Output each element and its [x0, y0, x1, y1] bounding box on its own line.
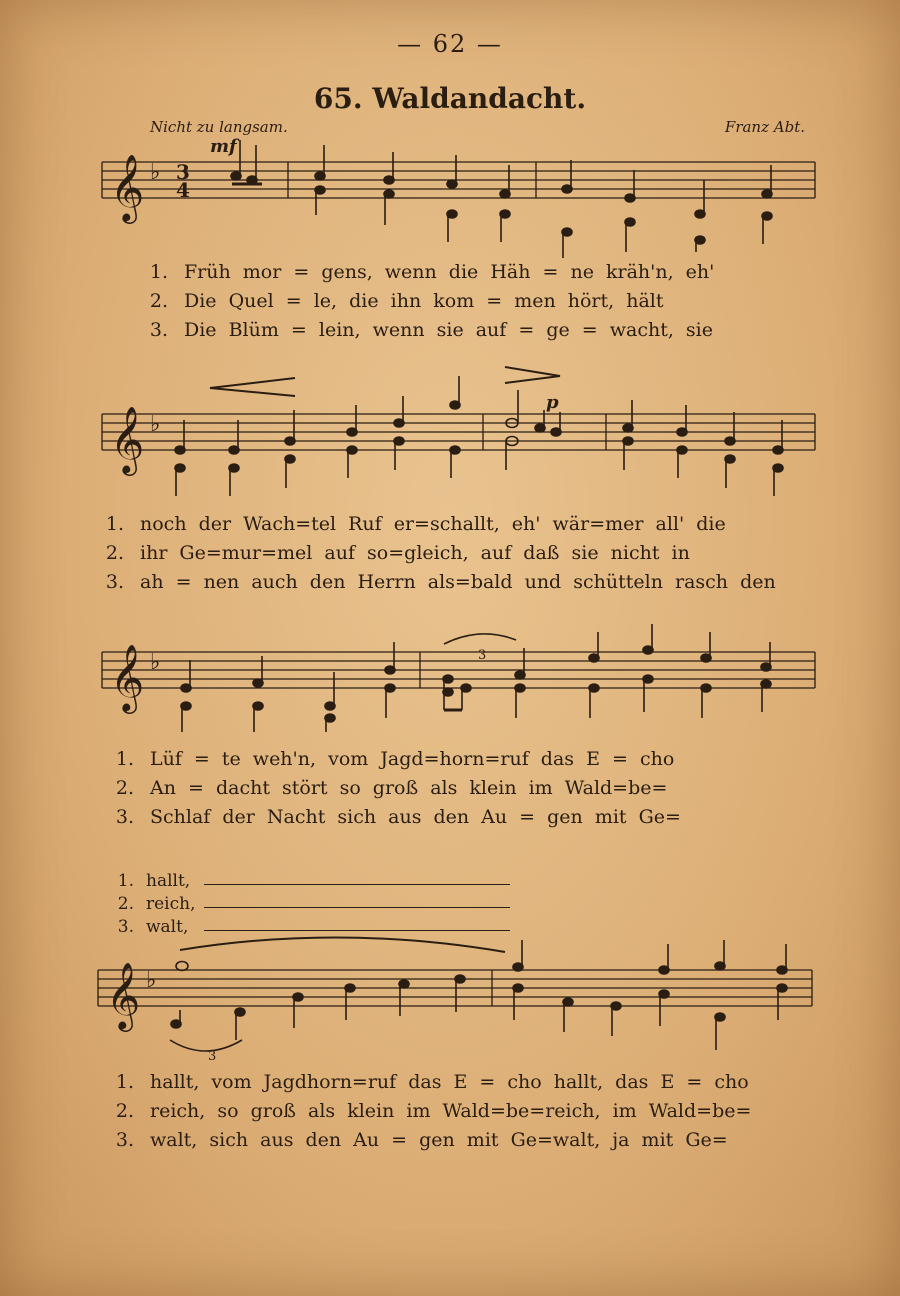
flat-icon: ♭ [150, 412, 161, 437]
lyric-text: hallt, vom Jagdhorn=ruf das E = cho hallt, das E = cho [150, 1071, 749, 1093]
lyric-text: walt, sich aus den Au = gen mit Ge=walt, ja mit Ge= [150, 1129, 728, 1151]
lyric-line [96, 774, 681, 803]
lyric-line [130, 258, 714, 287]
ending-line [110, 870, 510, 893]
lyric-line [86, 568, 776, 597]
treble-clef-icon: 𝄞 [106, 961, 141, 1029]
lyric-text: Lüf = te weh'n, vom Jagd=horn=ruf das E = cho [150, 748, 675, 770]
lyric-line [96, 745, 681, 774]
notes-system-3 [181, 624, 771, 732]
ending-word: walt, [146, 917, 189, 937]
triplet-mark: 3 [208, 1049, 217, 1064]
verse-number: 1. [115, 748, 134, 770]
crescendo-hairpin [210, 378, 295, 396]
staff-system-4 [98, 970, 812, 1006]
verse-number: 1. [105, 513, 124, 535]
extender-line [204, 884, 510, 885]
composer-name: Franz Abt. [724, 118, 805, 136]
lyric-line [96, 803, 681, 832]
lyric-text: Die Quel = le, die ihn kom = men hört, hält [184, 290, 664, 312]
lyrics-system-4 [96, 1068, 751, 1155]
verse-number: 3. [149, 319, 168, 341]
extender-line [204, 930, 510, 931]
lyric-text: ah = nen auch den Herrn als=bald und schütteln rasch den [140, 571, 776, 593]
triplet-mark: 3 [478, 648, 487, 663]
time-signature-bottom: 4 [176, 178, 190, 202]
notes-system-4 [170, 937, 787, 1051]
verse-number: 1. [115, 1071, 134, 1093]
time-signature-top: 3 [176, 160, 190, 184]
verse-number: 1. [117, 871, 134, 891]
verse-number: 3. [115, 1129, 134, 1151]
verse-number: 3. [117, 917, 134, 937]
lyric-line [96, 1126, 751, 1155]
tempo-marking: Nicht zu langsam. [150, 118, 288, 136]
staff-system-1 [102, 162, 815, 198]
ending-word: hallt, [146, 871, 191, 891]
lyric-text: Früh mor = gens, wenn die Häh = ne kräh'n, eh' [184, 261, 715, 283]
ending-line [110, 893, 510, 916]
flat-icon: ♭ [150, 160, 161, 185]
lyric-text: noch der Wach=tel Ruf er=schallt, eh' wär=mer all' die [140, 513, 726, 535]
verse-number: 2. [105, 542, 124, 564]
decrescendo-hairpin [505, 367, 560, 383]
extender-line [204, 907, 510, 908]
lyric-line [130, 316, 714, 345]
lyric-line [96, 1097, 751, 1126]
treble-clef-icon: 𝄞 [110, 643, 145, 711]
lyric-line [96, 1068, 751, 1097]
dynamic-mf: mf [210, 136, 237, 157]
notes-system-1 [231, 140, 772, 258]
lyrics-system-3 [96, 745, 681, 832]
verse-number: 2. [117, 894, 134, 914]
treble-clef-icon: 𝄞 [110, 153, 145, 221]
flat-icon: ♭ [146, 968, 157, 993]
lyric-text: Die Blüm = lein, wenn sie auf = ge = wacht, sie [184, 319, 713, 341]
dynamic-p: p [546, 392, 559, 413]
page-number: — 62 — [397, 30, 503, 58]
lyric-line [86, 539, 776, 568]
verse-number: 3. [105, 571, 124, 593]
verse-number: 2. [115, 777, 134, 799]
song-title: 65. Waldandacht. [313, 82, 587, 115]
treble-clef-icon: 𝄞 [110, 405, 145, 473]
lyric-text: ihr Ge=mur=mel auf so=gleich, auf daß sie nicht in [140, 542, 690, 564]
lyrics-system-1 [130, 258, 714, 345]
lyrics-system-2 [86, 510, 776, 597]
verse-number: 2. [115, 1100, 134, 1122]
ending-line [110, 916, 510, 939]
lyric-text: Schlaf der Nacht sich aus den Au = gen mit Ge= [150, 806, 681, 828]
lyric-line [130, 287, 714, 316]
verse-number: 3. [115, 806, 134, 828]
flat-icon: ♭ [150, 650, 161, 675]
verse-number: 2. [149, 290, 168, 312]
staff-system-2 [102, 414, 815, 450]
verse-number: 1. [149, 261, 168, 283]
verse-endings [110, 870, 510, 939]
ending-word: reich, [146, 894, 196, 914]
lyric-text: An = dacht stört so groß als klein im Wald=be= [150, 777, 668, 799]
lyric-line [86, 510, 776, 539]
lyric-text: reich, so groß als klein im Wald=be=reich, im Wald=be= [150, 1100, 752, 1122]
